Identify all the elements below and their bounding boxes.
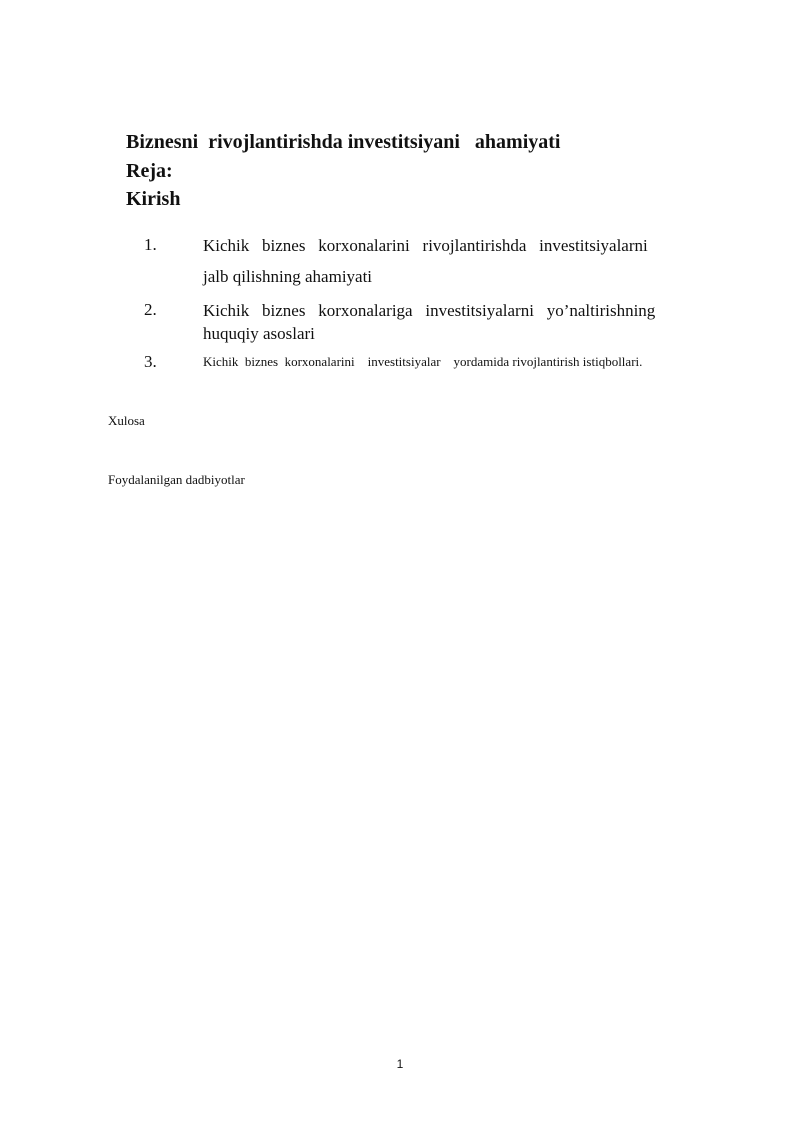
list-item-text-continuation: huquqiy asoslari bbox=[203, 324, 315, 343]
list-item-text: Kichik biznes korxonalariga investitsiyalarni yo’naltirishning bbox=[203, 301, 656, 320]
list-item-text: Kichik biznes korxonalarini investitsiyalar yordamida rivojlantirish istiqbollari. bbox=[203, 354, 643, 369]
plan-heading: Reja: bbox=[126, 160, 173, 182]
list-item-number: 2. bbox=[144, 300, 157, 319]
list-item-text-continuation: jalb qilishning ahamiyati bbox=[203, 267, 373, 286]
list-item-text: Kichik biznes korxonalarini rivojlantirishda investitsiyalarni bbox=[203, 236, 648, 255]
document-title: Biznesni rivojlantirishda investitsiyani ahamiyati bbox=[126, 131, 561, 153]
conclusion-label: Xulosa bbox=[108, 413, 145, 428]
list-item-number: 1. bbox=[144, 235, 157, 254]
list-item-number: 3. bbox=[144, 352, 157, 371]
references-label: Foydalanilgan dadbiyotlar bbox=[108, 472, 245, 487]
intro-heading: Kirish bbox=[126, 188, 181, 210]
page-number: 1 bbox=[396, 1057, 404, 1071]
